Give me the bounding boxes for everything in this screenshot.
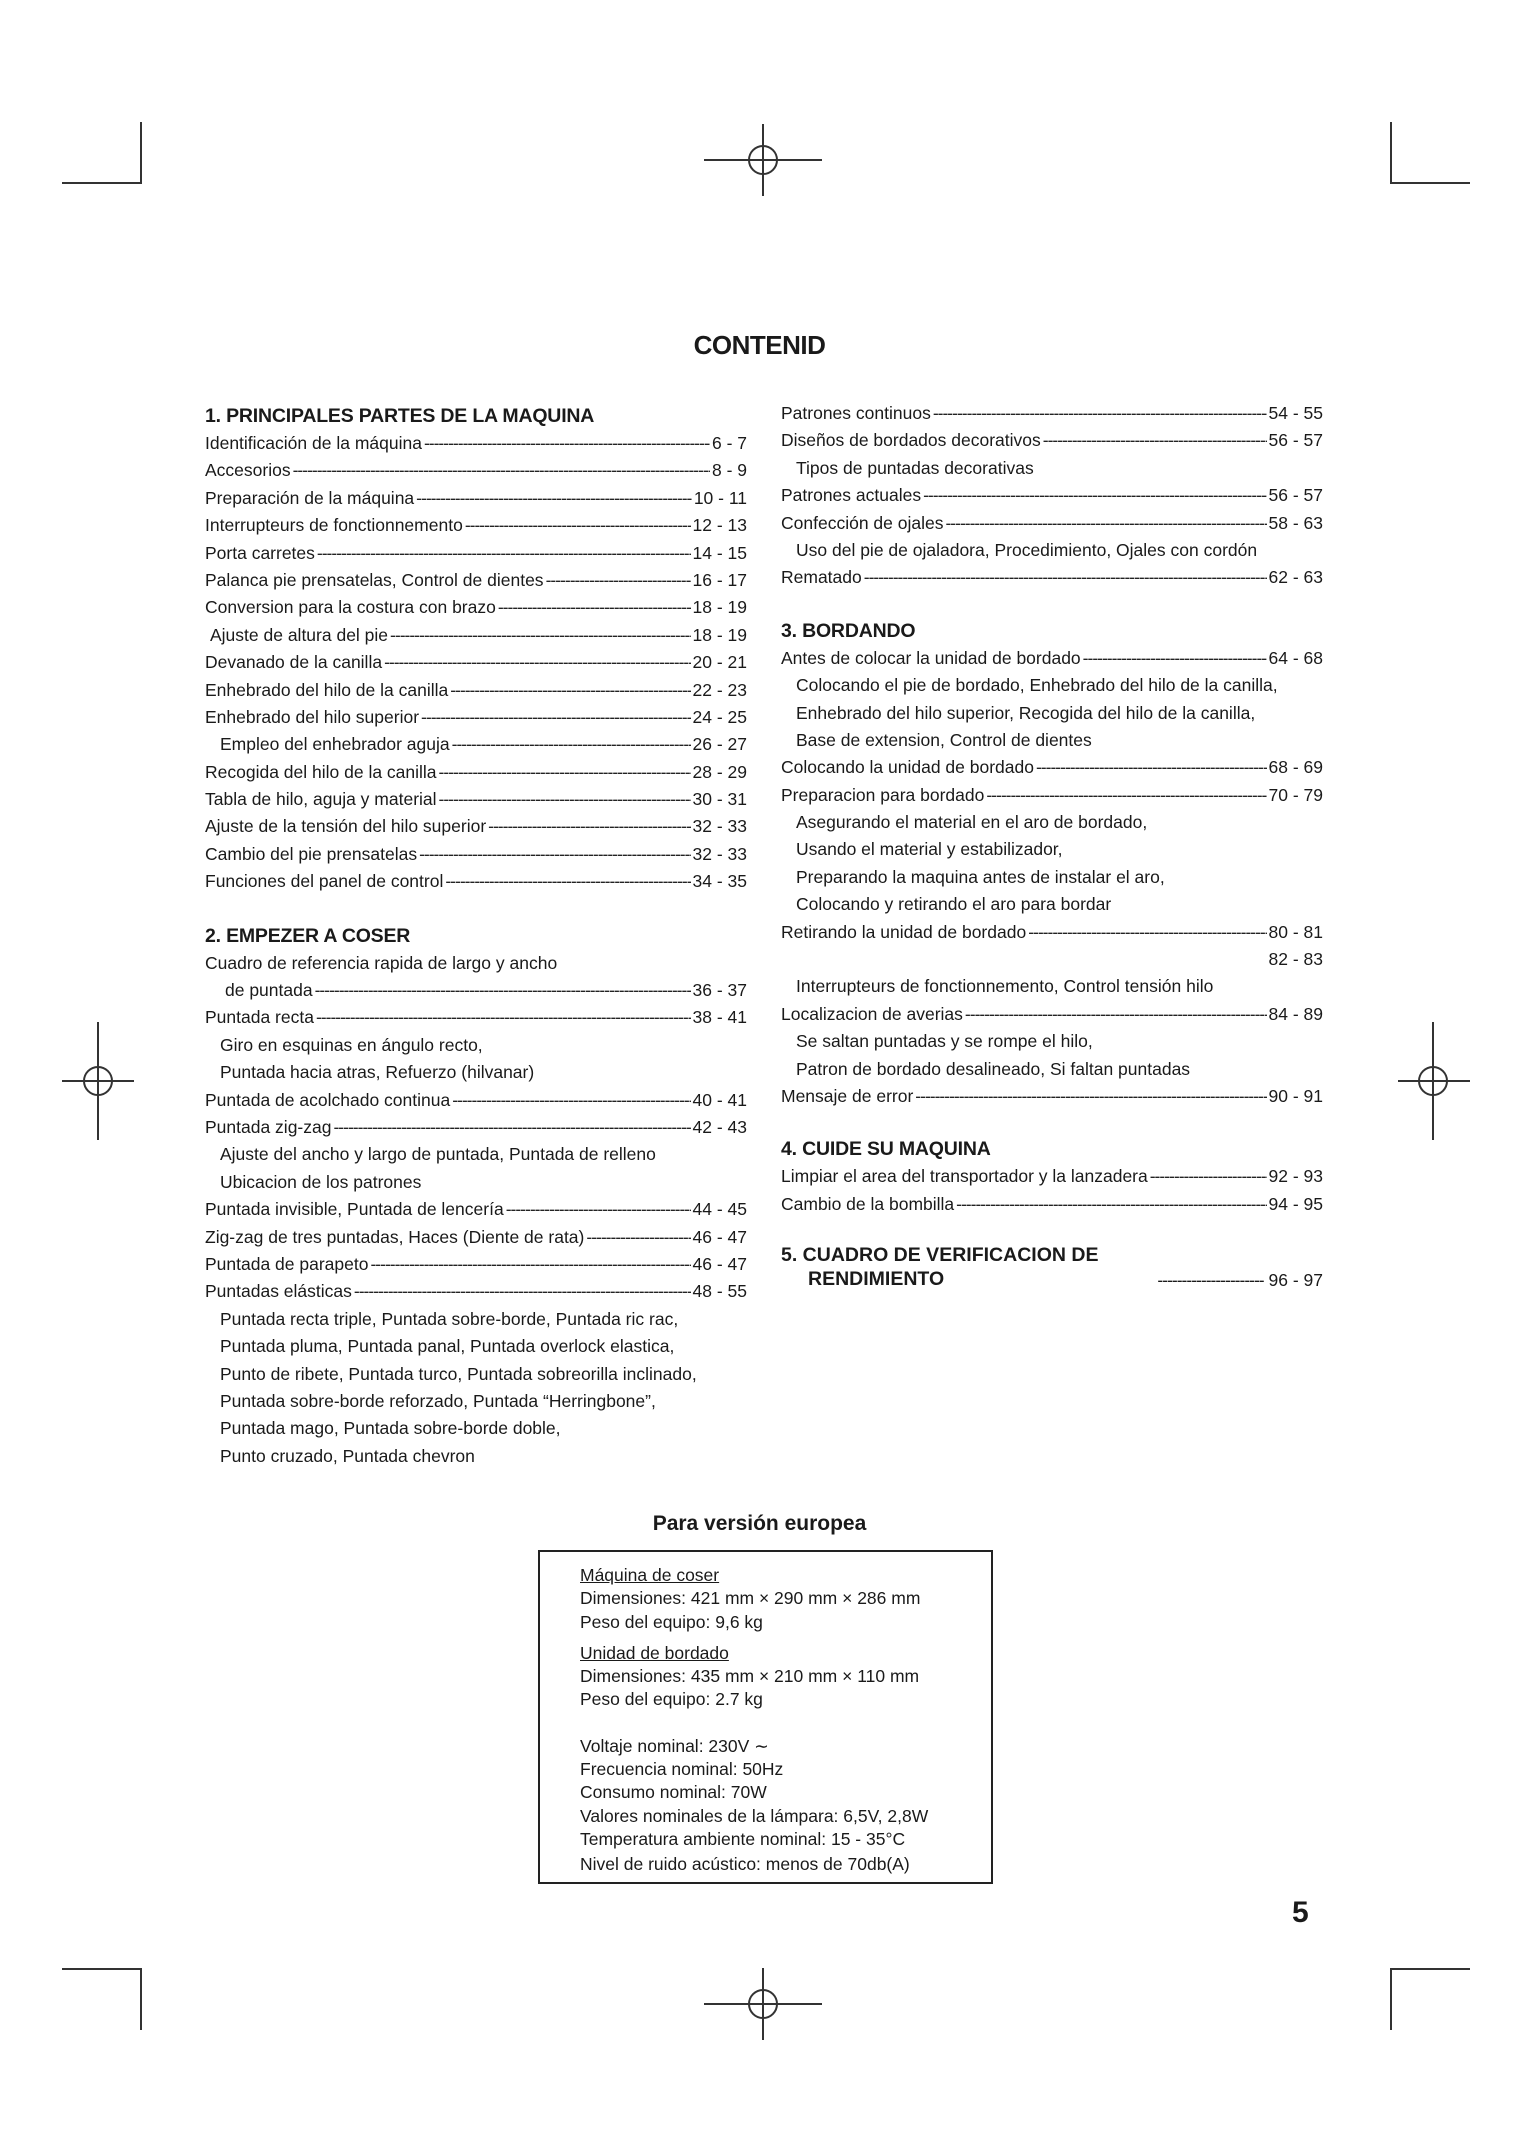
toc-entry[interactable]: Mensaje de error ----- 90 - 91	[781, 1083, 1323, 1110]
toc-entry[interactable]: Antes de colocar la unidad de bordado ----- 64 - 68	[781, 645, 1323, 672]
toc-entry-text: Ubicacion de los patrones	[220, 1171, 422, 1192]
toc-section-2	[205, 922, 747, 1470]
toc-entry[interactable]: Empleo del enhebrador aguja ----- 26 - 27	[205, 731, 747, 758]
toc-entry[interactable]: Tabla de hilo, aguja y material ----- 30 - 31	[205, 786, 747, 813]
consumption: Consumo nominal: 70W	[580, 1782, 767, 1803]
spacer	[580, 1712, 991, 1735]
toc-entry[interactable]: Puntadas elásticas ----- 48 - 55	[205, 1278, 747, 1305]
toc-entry[interactable]: de puntada ----- 36 - 37	[205, 977, 747, 1004]
toc-section-3	[781, 617, 1323, 1111]
toc-entry[interactable]: Ajuste de la tensión del hilo superior ----- 32 - 33	[205, 813, 747, 840]
section-gap	[781, 1218, 1323, 1243]
toc-entry[interactable]: Palanca pie prensatelas, Control de dientes ----- 16 - 17	[205, 567, 747, 594]
section-heading: 3. BORDANDO	[781, 619, 916, 642]
toc-entry[interactable]: Localizacion de averias ----- 84 - 89	[781, 1001, 1323, 1028]
toc-entry[interactable]: Enhebrado del hilo de la canilla ----- 22 - 23	[205, 677, 747, 704]
toc-entry-text: Colocando y retirando el aro para bordar	[796, 894, 1112, 915]
section-heading: 2. EMPEZER A COSER	[205, 924, 411, 947]
section-heading: 1. PRINCIPALES PARTES DE LA MAQUINA	[205, 405, 595, 427]
toc-entry-text: Uso del pie de ojaladora, Procedimiento, Ojales con cordón	[796, 539, 1258, 560]
section-gap	[781, 592, 1323, 617]
toc-section-4	[781, 1135, 1323, 1218]
section-heading: 4. CUIDE SU MAQUINA	[781, 1138, 991, 1161]
section-gap	[781, 1110, 1323, 1135]
toc-section-1	[205, 402, 747, 896]
european-version-title: Para versión europea	[652, 1512, 867, 1535]
page-number: 5	[1292, 1896, 1309, 1929]
toc-entry[interactable]: Patrones continuos ----- 54 - 55	[781, 400, 1323, 427]
toc-entry[interactable]: Puntada de parapeto ----- 46 - 47	[205, 1251, 747, 1278]
toc-entry-text: Puntada pluma, Puntada panal, Puntada overlock elastica,	[220, 1336, 675, 1357]
machine-heading: Máquina de coser	[580, 1565, 720, 1585]
toc-entry-text: Base de extension, Control de dientes	[796, 729, 1092, 750]
page-title: CONTENID	[693, 330, 826, 360]
unit-dimensions: Dimensiones: 435 mm × 210 mm × 110 mm	[580, 1666, 920, 1687]
toc-entry[interactable]: Conversion para la costura con brazo ----- 18 - 19	[205, 594, 747, 621]
toc-entry[interactable]: Identificación de la máquina ----- 6 - 7	[205, 430, 747, 457]
toc-right-column	[781, 400, 1323, 1291]
temperature: Temperatura ambiente nominal: 15 - 35°C	[580, 1828, 906, 1849]
toc-entry-text: Enhebrado del hilo superior, Recogida del hilo de la canilla,	[796, 702, 1256, 723]
lamp-rating: Valores nominales de la lámpara: 6,5V, 2,8W	[580, 1805, 929, 1826]
toc-page-range[interactable]: 82 - 83	[1268, 949, 1323, 970]
toc-page-range: ---------------------- 96 - 97	[1157, 1270, 1323, 1291]
toc-entry[interactable]: Ajuste de altura del pie ----- 18 - 19	[205, 622, 747, 649]
machine-dimensions: Dimensiones: 421 mm × 290 mm × 286 mm	[580, 1588, 921, 1609]
toc-entry[interactable]: Puntada de acolchado continua ----- 40 - 41	[205, 1087, 747, 1114]
toc-entry[interactable]: Puntada recta ----- 38 - 41	[205, 1004, 747, 1031]
frequency: Frecuencia nominal: 50Hz	[580, 1759, 784, 1780]
toc-entry-text: Preparando la maquina antes de instalar el aro,	[796, 866, 1165, 887]
toc-entry[interactable]: Rematado ----- 62 - 63	[781, 564, 1323, 591]
toc-entry[interactable]: Preparación de la máquina ----- 10 - 11	[205, 485, 747, 512]
toc-entry-text: Puntada recta triple, Puntada sobre-borde, Puntada ric rac,	[220, 1308, 679, 1329]
toc-entry-text: Giro en esquinas en ángulo recto,	[220, 1034, 483, 1055]
toc-entry[interactable]: Puntada invisible, Puntada de lencería ----- 44 - 45	[205, 1196, 747, 1223]
toc-entry[interactable]: Accesorios ----- 8 - 9	[205, 457, 747, 484]
voltage: Voltaje nominal: 230V ∼	[580, 1735, 769, 1756]
toc-entry[interactable]: Preparacion para bordado ----- 70 - 79	[781, 782, 1323, 809]
toc-entry-text: Se saltan puntadas y se rompe el hilo,	[796, 1031, 1093, 1052]
european-specs-box	[538, 1550, 993, 1884]
toc-entry-text: Interrupteurs de fonctionnemento, Control tensión hilo	[796, 976, 1214, 997]
toc-entry[interactable]: Retirando la unidad de bordado ----- 80 - 81	[781, 919, 1323, 946]
toc-entry-text: Cuadro de referencia rapida de largo y ancho	[205, 952, 558, 973]
toc-entry[interactable]: Interrupteurs de fonctionnemento ----- 12 - 13	[205, 512, 747, 539]
toc-entry[interactable]: Patrones actuales ----- 56 - 57	[781, 482, 1323, 509]
toc-entry-text: Usando el material y estabilizador,	[796, 839, 1063, 860]
toc-entry[interactable]: Cambio del pie prensatelas ----- 32 - 33	[205, 841, 747, 868]
toc-entry-text: Ajuste del ancho y largo de puntada, Puntada de relleno	[220, 1144, 656, 1165]
toc-entry[interactable]: Cambio de la bombilla ----- 94 - 95	[781, 1191, 1323, 1218]
toc-entry-text: Punto cruzado, Puntada chevron	[220, 1445, 475, 1466]
unit-weight: Peso del equipo: 2.7 kg	[580, 1689, 763, 1710]
toc-left-column	[205, 402, 747, 1470]
toc-entry[interactable]: Zig-zag de tres puntadas, Haces (Diente de rata) ----- 46 - 47	[205, 1224, 747, 1251]
toc-entry-text: Colocando el pie de bordado, Enhebrado del hilo de la canilla,	[796, 675, 1278, 696]
toc-entry-text: Puntada hacia atras, Refuerzo (hilvanar)	[220, 1062, 535, 1083]
toc-entry[interactable]: Porta carretes ----- 14 - 15	[205, 540, 747, 567]
toc-entry-text: Asegurando el material en el aro de bordado,	[796, 812, 1148, 833]
toc-entry[interactable]: Recogida del hilo de la canilla ----- 28 - 29	[205, 759, 747, 786]
toc-entry-text: Punto de ribete, Puntada turco, Puntada sobreorilla inclinado,	[220, 1363, 697, 1384]
section-gap	[205, 896, 747, 922]
toc-entry[interactable]: Limpiar el area del transportador y la lanzadera ----- 92 - 93	[781, 1163, 1323, 1190]
toc-entry-text: Puntada mago, Puntada sobre-borde doble,	[220, 1418, 561, 1439]
toc-section-2-cont	[781, 400, 1323, 592]
noise-level: Nivel de ruido acústico: menos de 70db(A)	[580, 1854, 910, 1875]
toc-entry-text: Patron de bordado desalineado, Si faltan puntadas	[796, 1058, 1191, 1079]
toc-entry-text: Puntada sobre-borde reforzado, Puntada “Herringbone”,	[220, 1390, 656, 1411]
unit-heading: Unidad de bordado	[580, 1642, 729, 1663]
toc-entry-text: Tipos de puntadas decorativas	[796, 457, 1034, 478]
toc-entry[interactable]: Colocando la unidad de bordado ----- 68 - 69	[781, 754, 1323, 781]
toc-entry[interactable]: Puntada zig-zag ----- 42 - 43	[205, 1114, 747, 1141]
section-heading: 5. CUADRO DE VERIFICACION DE RENDIMIENTO	[781, 1244, 1099, 1291]
toc-entry[interactable]: Confección de ojales ----- 58 - 63	[781, 510, 1323, 537]
toc-entry[interactable]: Funciones del panel de control ----- 34 - 35	[205, 868, 747, 895]
toc-entry[interactable]: Diseños de bordados decorativos ----- 56 - 57	[781, 427, 1323, 454]
machine-weight: Peso del equipo: 9,6 kg	[580, 1611, 763, 1632]
toc-entry[interactable]: Devanado de la canilla ----- 20 - 21	[205, 649, 747, 676]
toc-section-5[interactable]	[781, 1243, 1323, 1291]
toc-entry[interactable]: Enhebrado del hilo superior ----- 24 - 25	[205, 704, 747, 731]
